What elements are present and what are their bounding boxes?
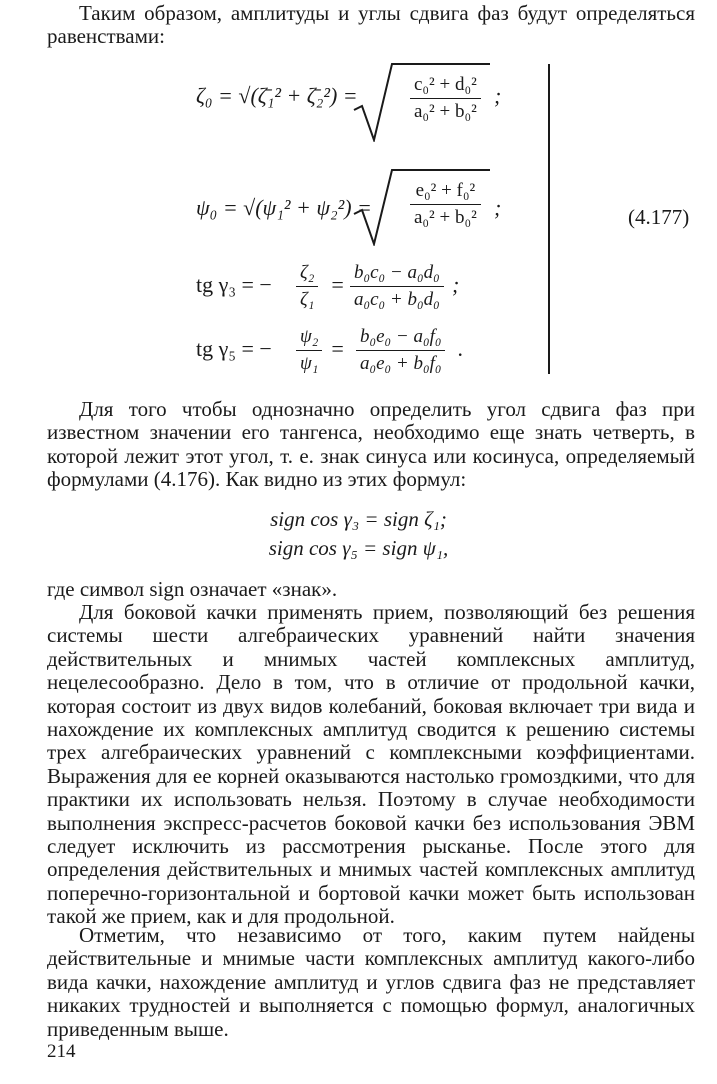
equation-number: (4.177) (628, 205, 690, 229)
tg-gamma3-lhs: tg γ₃ = − (196, 272, 272, 297)
psi-denominator: a₀² + b₀² (414, 207, 477, 228)
paragraph-conclusion: Отметим, что независимо от того, каким путем найдены действительные и мнимые части комплексных амплитуд какого-либо вида качки, нахождение амплитуд и углов сдвига фаз не представляет никаких трудностей и выполняется с помощью формул, аналогичных приведенным выше. (47, 923, 695, 1041)
paragraph-lateral-motion: Для боковой качки применять прием, позволяющий без решения системы шести алгебраических уравнений найти значения действительных и мнимых частей комплексных амплитуд, нецелесообразно. Дело в том, что в отличие от продольной качки, которая состоит из двух видов колебаний, боковая включает три вида и нахождение их комплексных амплитуд сводится к решению системы трех алгебраических уравнений с комплексными коэффициентами. Выражения для ее корней оказываются настолько громоздкими, что для практики их использовать нельзя. Поэтому в случае необходимости выполнения экспресс-расчетов боковой качки без использования ЭВМ следует исключить из рассмотрения рысканье. После этого для определения действительных и мнимых частей комплексных амплитуд поперечно-горизонтальной и бортовой качки может быть использован такой же прием, как и для продольной. (47, 600, 695, 929)
paragraph-sign-meaning: где символ sign означает «знак». (47, 577, 338, 601)
zeta-denominator: a₀² + b₀² (414, 101, 477, 122)
paragraph-quadrant: Для того чтобы однозначно определить угол сдвига фаз при известном значении его тангенса, необходимо еще знать четверть, в которой лежит этот угол, т. е. знак синуса или косинуса, определяемый формулами (4.176). Как видно из этих формул: (47, 397, 695, 492)
intro-paragraph: Таким образом, амплитуды и углы сдвига фаз будут определяться равенствами: (47, 1, 695, 49)
psi-fraction (410, 178, 481, 231)
tg-gamma3-ratio: $\frac{\text{ζ₂}}{\text{ζ₁}}$ (296, 260, 318, 313)
psi-numerator: e₀² + f₀² (410, 178, 481, 205)
page-number: 214 (47, 1041, 76, 1062)
sign-equation-2: sign cos γ₅ = sign ψ₁, (268, 536, 449, 560)
tg-gamma5-ratio: $\frac{\text{ψ₂}}{\text{ψ₁}}$ (296, 324, 322, 377)
zeta-numerator: c₀² + d₀² (410, 72, 481, 99)
zeta-fraction (410, 72, 481, 125)
tg-gamma3-fraction: $\frac{\text{b₀c₀ − a₀d₀}}{\text{a₀c₀ + b₀d₀}}$ (350, 260, 444, 313)
sign-equation-1: sign cos γ₃ = sign ζ₁; (270, 507, 447, 531)
equation-brace (548, 64, 554, 374)
zeta-equation-lhs: ζ₀ = √(ζ̄₁² + ζ̄₂²) = (196, 83, 358, 108)
tg-gamma5-fraction: $\frac{\text{b₀e₀ − a₀f₀}}{\text{a₀e₀ + b₀f₀}}$ (356, 324, 445, 377)
psi-equation-lhs: ψ₀ = √(ψ₁² + ψ₂²) = (196, 195, 372, 220)
tg-gamma5-lhs: tg γ₅ = − (196, 336, 272, 361)
equation-system-4-177: ζ₀ = √(ζ̄₁² + ζ̄₂²) = $\frac{\text{c₀² + d₀²}}{\text{a₀² + b₀²}}$ ; ψ₀ = √(ψ₁² + ψ₂²) = $\frac{\text{e₀² + f₀²}}{\text{a₀² + b₀²}}$ ; tg γ₃ = − $\frac{\text{ζ₂}}{\text{ζ₁}}$ = $\frac{\text{b₀c₀ − a₀d₀}}{\text{a₀c₀ + b₀d₀}}$ ; tg γ₅ = − $\frac{\text{ψ₂}}{\text{ψ₁}}$ = $\frac{\text{b₀e₀ − a₀f₀}}{\text{a₀e₀ + b₀f₀}}$ . (4.177) (0, 0, 717, 380)
